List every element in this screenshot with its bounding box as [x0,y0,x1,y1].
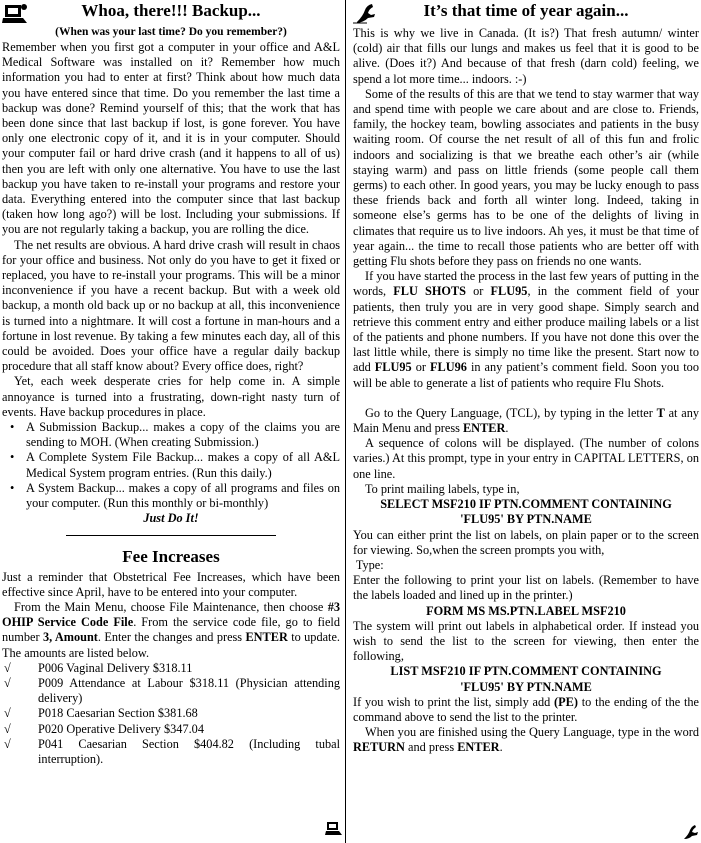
column-divider [345,0,346,843]
text-run: If you wish to print the list, simply add [353,694,555,709]
text-run: From the Main Menu, choose File Maintenance, then choose [14,599,328,614]
bold-run: ENTER [457,740,500,755]
bold-run: T [656,405,665,420]
text-run: at any Main Menu and press [353,405,699,436]
fee-item-text: P018 Caesarian Section $381.68 [38,706,198,721]
backup-title: Whoa, there!!! Backup... [81,1,261,20]
backup-heading [2,0,340,26]
flu-paragraph-10: The system will print out labels in alphabetical order. If instead you wish to send the list to the screen for viewing, then enter the following, [353,618,699,664]
fee-item-text: P006 Vaginal Delivery $318.11 [38,660,193,675]
backup-paragraph-2: The net results are obvious. A hard drive crash will result in chaos for your office and business. Not only do you have to get it fixed or replaced, you have to re-install your programs. This will be a minor inconvenience if you have a recent backup. But with a week old backup, a month old back up or no backup at all, this inconvenience is turned into a nightmare. It will cost a fortune in man-hours and a fortune in lost revenue. By taking a few minutes each day, all of this could be avoided. Does your office have a regular daily backup procedure that all staff know about? Every office does, right? [2,237,340,374]
text-run: in any patient’s comment field. Soon you too will be able to generate a list of patients who require Flu Shots. [353,360,699,390]
bullet-mark: • [10,480,15,495]
text-run: to the ending of the the command above to send the list to the printer. [353,694,699,724]
text-run: . [499,740,503,755]
bold-run: FLU95 [490,284,528,299]
fee-item-text: P041 Caesarian Section $404.82 (Including tubal interruption). [38,736,340,766]
list-command-line-1: LIST MSF210 IF PTN.COMMENT CONTAINING [390,664,662,679]
flu-paragraph-12 [353,725,699,755]
flu-paragraph-6: To print mailing labels, type in, [365,481,520,496]
check-mark: √ [4,660,11,675]
fee-item-text: P020 Operative Delivery $347.04 [38,721,204,736]
bold-run: 3, Amount [42,630,98,645]
bullet-text: A Complete System File Backup... makes a copy of all A&L Medical System program entries. (Run this daily.) [26,450,340,480]
left-column [2,0,340,767]
text-run: When you are finished using the Query Language, type in the word [365,725,699,740]
flu-paragraph-8: Type: [353,557,384,572]
backup-bullet [2,450,340,480]
fee-paragraph-2 [2,600,340,661]
text-run: and press [404,740,458,755]
bold-run: #3 OHIP Service Code File [2,599,340,630]
check-mark: √ [4,721,11,736]
fee-item [2,722,340,737]
bold-run: ENTER [462,421,506,436]
flu-title: It’s that time of year again... [423,1,629,20]
list-command-line-2: 'FLU95' BY PTN.NAME [460,679,592,694]
fee-item [2,706,340,721]
fee-item [2,661,340,676]
flu-paragraph-4 [353,406,699,436]
text-run: . Enter the changes and press [97,630,246,645]
text-run: . [505,421,509,436]
bold-run: FLU95 [374,360,412,375]
select-command-line-2: 'FLU95' BY PTN.NAME [460,512,592,527]
text-run: Go to the Query Language, (TCL), by typing in the letter [365,405,657,420]
skater-end-icon [682,824,700,840]
flu-paragraph-3 [353,269,699,391]
text-run: or [466,284,491,299]
fee-paragraph-1: Just a reminder that Obstetrical Fee Increases, which have been effective since April, have to be entered into your computer. [2,569,340,599]
backup-subtitle: (When was your last time? Do you remember?) [55,26,287,38]
bullet-text: A System Backup... makes a copy of all programs and files on your computer. (Run this monthly or bi-monthly) [26,480,340,511]
bold-run: (PE) [554,694,578,709]
check-mark: √ [4,736,11,751]
flu-heading [353,0,699,26]
bullet-mark: • [10,420,15,435]
fee-item [2,737,340,767]
text-run: , in the comment field of your patients, then truly you are in very good shape. Simply search and retrieve this comment entry and either produce mailing labels or a list of the patients and phone numbers. If you have not done this over the last little while, there is simply no time like the present. Start now to add [353,284,699,375]
blank-line [353,391,699,406]
fee-heading: Fee Increases [122,546,220,566]
backup-paragraph-3: Yet, each week desperate cries for help come in. A simple annoyance is turned into a frustrating, down-right nasty turn of events. Have backup procedures in place. [2,374,340,419]
section-rule [66,535,276,536]
flu-paragraph-5: A sequence of colons will be displayed. (The number of colons varies.) At this prompt, type in your entry in CAPITAL LETTERS, on one line. [353,436,699,481]
check-mark: √ [4,706,11,721]
text-run: or [411,360,431,375]
flu-paragraph-1: This is why we live in Canada. (It is?) That fresh autumn/ winter (cold) air that fills our lungs and makes us feel that it is good to be alive. (Does it?) And because of that fresh (darn cold) feeling, we spend a lot more time... indoors. :-) [353,26,699,86]
check-mark: √ [4,675,11,690]
bold-run: FLU96 [430,360,467,375]
fee-item-text: P009 Attendance at Labour $318.11 (Physician attending delivery) [38,675,340,706]
bold-run: RETURN [353,740,405,755]
flu-paragraph-2: Some of the results of this are that we tend to stay warmer that way and spend time with people we care about and are close to. Friends, family, the hockey team, bowling associates and patients in the busy waiting room. Of course the net result of all of this fun and frolic indoors and socializing is that we breathe each other’s air (while staying warm) and pass on little friends (some people call them germs) to each other. In good years, you may be lucky enough to pass these friends back and forth all winter long. Indeed, taking in someone else’s germs has to be one of the delights of living in climates that require us to live indoors. Ah yes, it must be that time of year again... the time to recall those patients who are better off with getting Flu shots before they pass on friends no one wants. [353,86,699,269]
backup-bullet [2,481,340,511]
fee-item [2,676,340,706]
bold-run: ENTER [245,630,288,645]
flu-paragraph-9: Enter the following to print your list on labels. (Remember to have the labels loaded and lined up in the printer.) [353,573,699,603]
just-do-it: Just Do It! [143,511,199,526]
select-command-line-1: SELECT MSF210 IF PTN.COMMENT CONTAINING [380,497,672,512]
bullet-text: A Submission Backup... makes a copy of the claims you are sending to MOH. (When creating Submission.) [26,420,340,450]
backup-bullet [2,420,340,450]
bullet-mark: • [10,450,15,465]
flu-paragraph-11 [353,695,699,725]
computer-end-icon [325,820,343,836]
backup-paragraph-1: Remember when you first got a computer in your office and A&L Medical Software was installed on it? Remember how much information you had to enter at first? Think about how much data you have entered since that time. Do you remember the last time a backup was done? Remind yourself of this; that the work that has been done since that last backup if lost, is gone forever. You have only one electronic copy of it, and it is in your computer. Should your computer fail or hard drive crash (and it happens to all of us) then you are left with only one alternative. You have to use the last backup you have taken to re-install your programs and restore your data. Everything entered into the computer since that last backup (taken how long ago?) will be lost. Including your submissions. If you are not regularly taking a backup, you are rolling the dice. [2,40,340,237]
text-run: to update. The amounts are listed below. [2,630,340,660]
right-column [353,0,699,756]
text-run: If you have started the process in the last few years of putting in the words, [353,269,699,299]
bold-run: FLU SHOTS [393,284,467,299]
computer-icon [2,2,28,24]
form-command: FORM MS MS.PTN.LABEL MSF210 [426,603,626,618]
flu-paragraph-7: You can either print the list on labels, on plain paper or to the screen for viewing. So,when the screen prompts you with, [353,527,699,557]
skater-icon [353,2,379,24]
text-run: . From the service code file, go to field number [2,615,340,645]
